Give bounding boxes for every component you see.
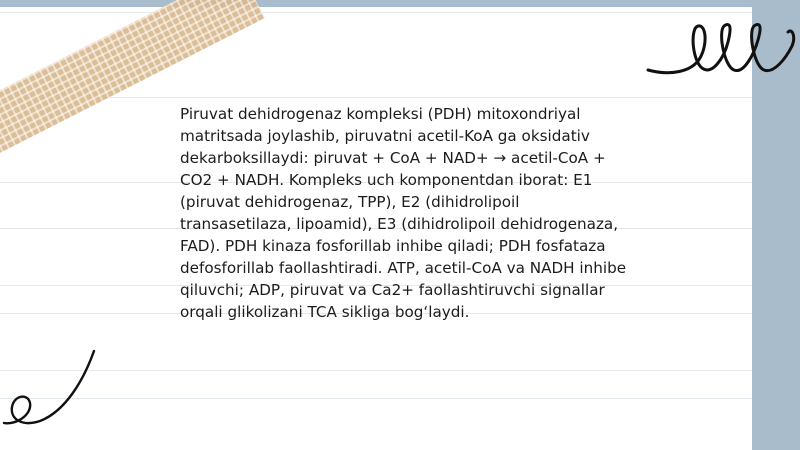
loop-scribble-icon <box>640 14 800 84</box>
swirl-doodle-icon <box>0 345 110 435</box>
ruled-line <box>0 398 752 399</box>
body-paragraph: Piruvat dehidrogenaz kompleksi (PDH) mitoxondriyal matritsada joylashib, piruvatni acetil-KoA ga oksidativ dekarboksillaydi: piruvat + CoA + NAD+ → acetil-CoA + CO2 + NADH. Kompleks uch komponentdan iborat: E1 (piruvat dehidrogenaz, TPP), E2 (dihidrolipoil transasetilaza, lipoamid), E3 (dihidrolipoil dehidrogenaza, FAD). PDH kinaza fosforillab inhibe qiladi; PDH fosfataza defosforillab faollashtiradi. ATP, acetil-CoA va NADH inhibe qiluvchi; ADP, piruvat va Ca2+ faollashtiruvchi signallar orqali glikolizani TCA sikliga bog‘laydi. <box>180 105 627 321</box>
